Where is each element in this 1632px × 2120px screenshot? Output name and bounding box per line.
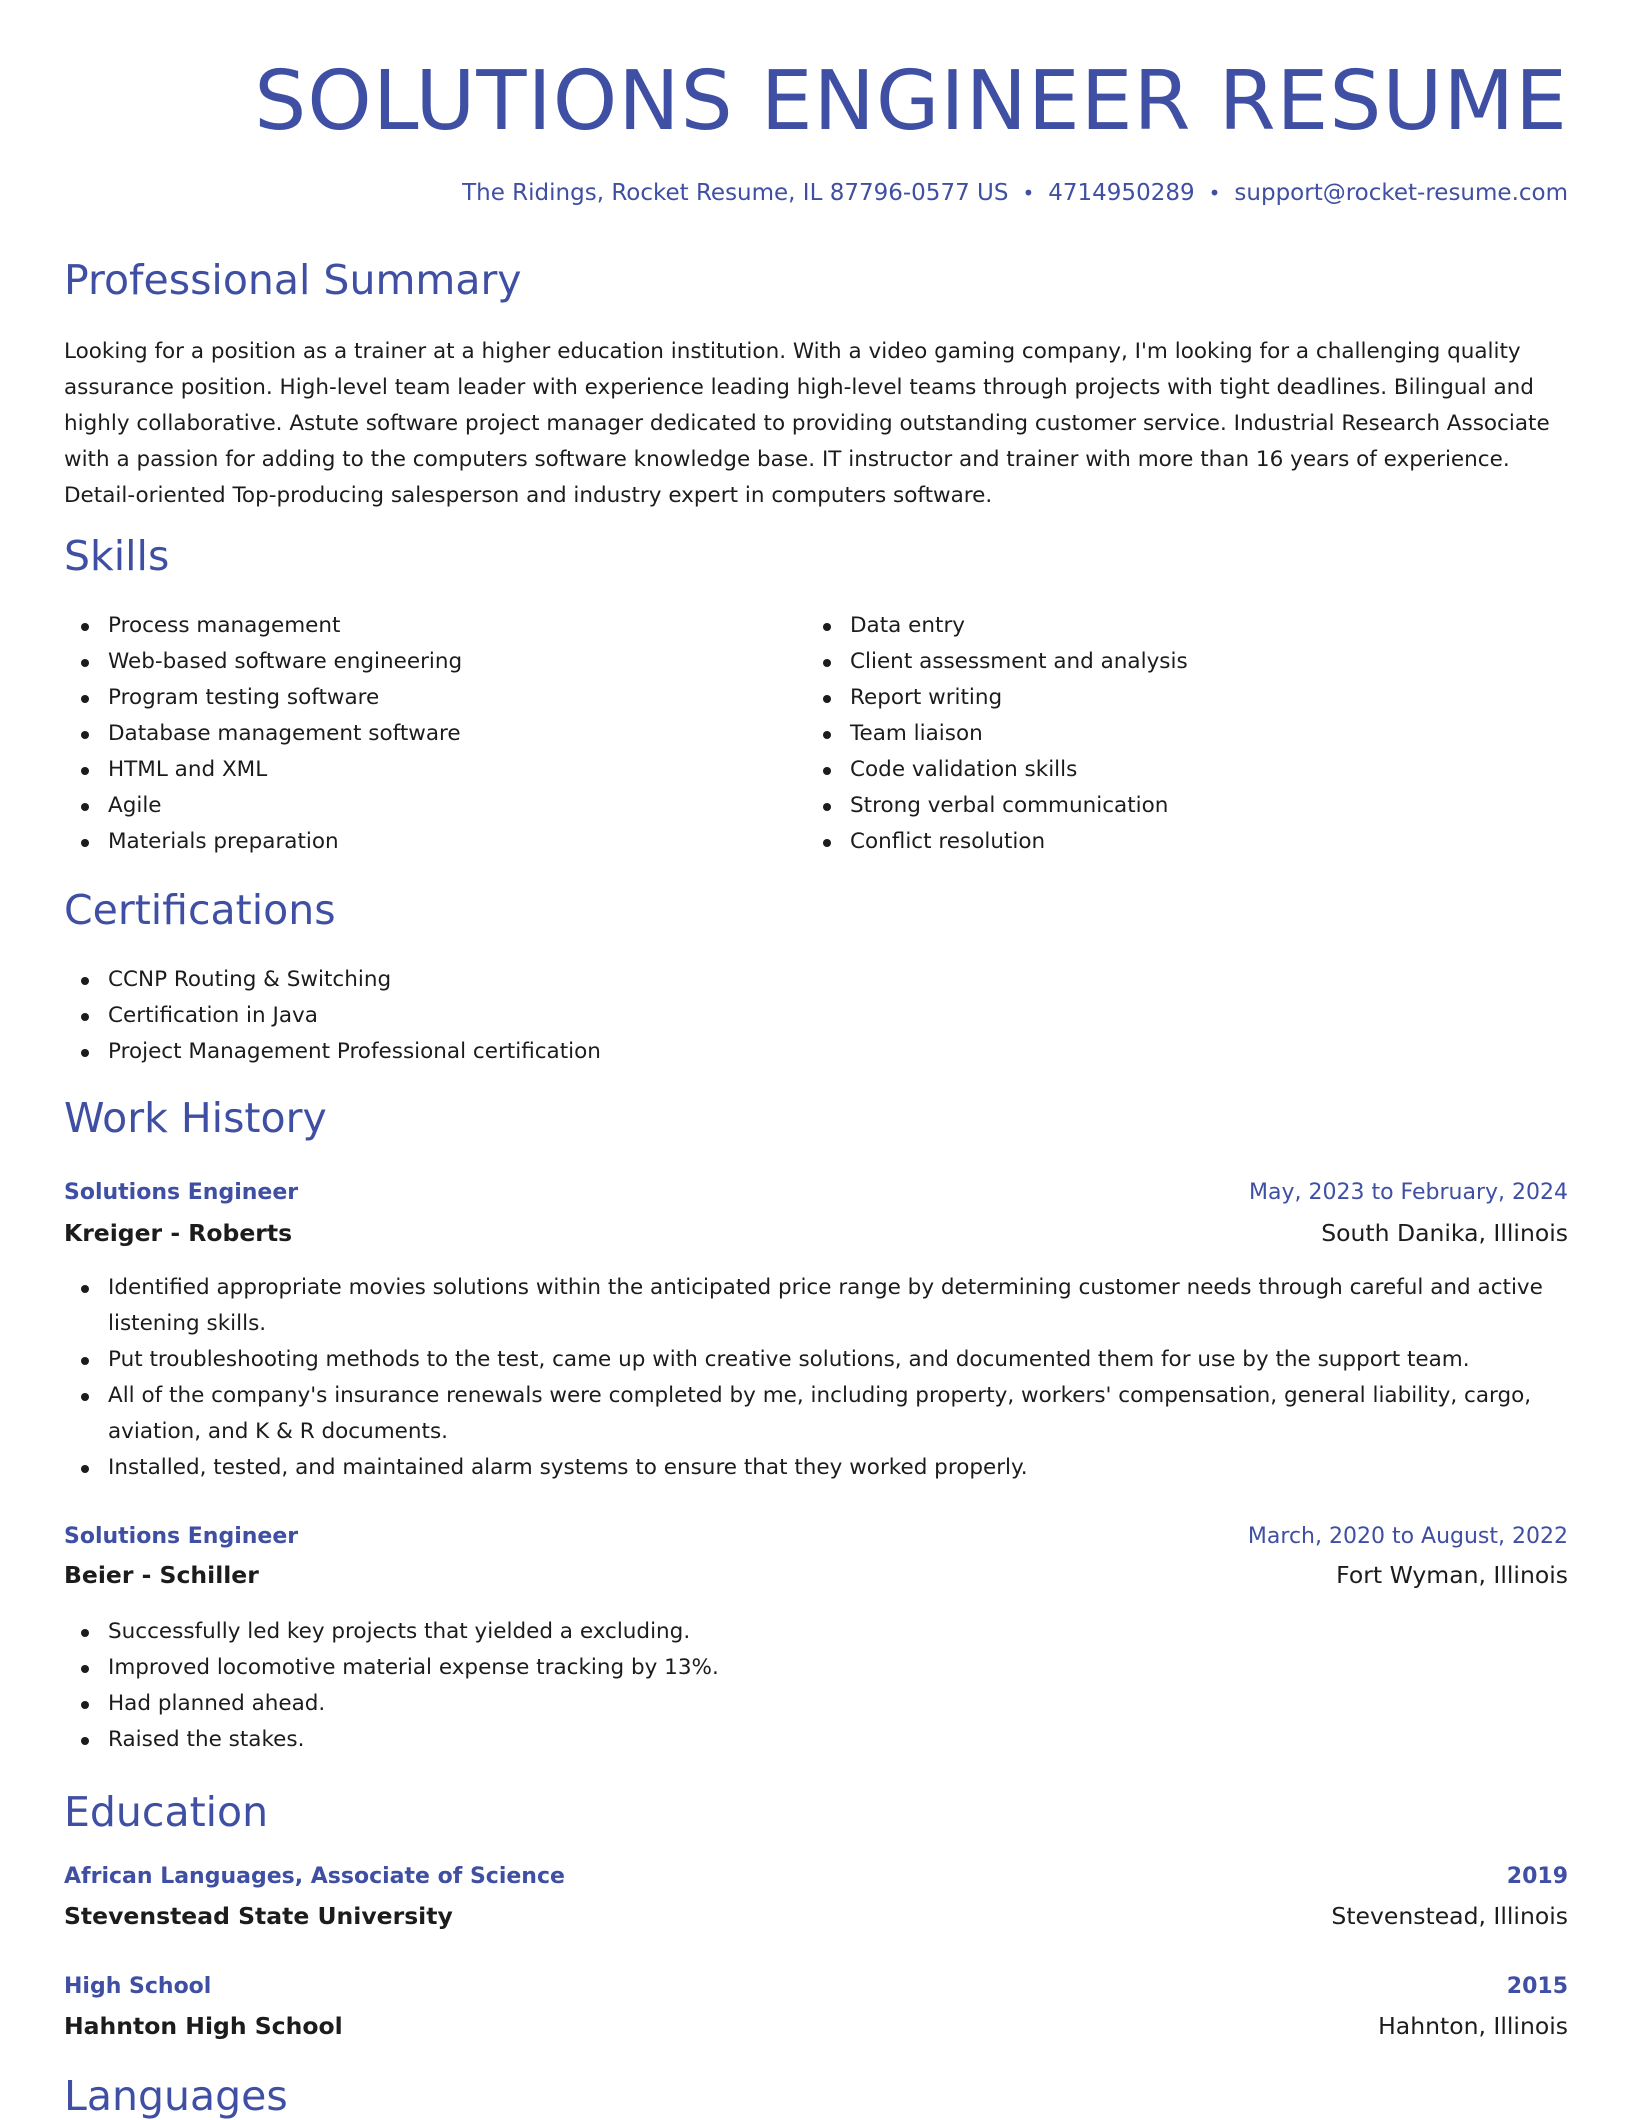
job-bullets bbox=[64, 1614, 1568, 1758]
skill-item: Agile bbox=[64, 788, 764, 824]
skill-item: Materials preparation bbox=[64, 824, 764, 860]
languages-heading: Languages bbox=[64, 2072, 288, 2120]
education-school-row bbox=[64, 2012, 1568, 2040]
job-company: Kreiger - Roberts bbox=[64, 1219, 293, 1247]
job-title-row bbox=[64, 1524, 1568, 1549]
skill-item: Database management software bbox=[64, 716, 764, 752]
certification-item: Certification in Java bbox=[64, 998, 1568, 1034]
skills-heading: Skills bbox=[64, 532, 170, 580]
education-location: Hahnton, Illinois bbox=[1378, 2012, 1568, 2040]
job-location: South Danika, Illinois bbox=[1321, 1219, 1568, 1247]
job-location: Fort Wyman, Illinois bbox=[1336, 1561, 1568, 1589]
skills-list-left bbox=[64, 608, 764, 860]
resume-title: SOLUTIONS ENGINEER RESUME bbox=[254, 54, 1568, 149]
skill-item: Code validation skills bbox=[806, 752, 1566, 788]
education-year: 2015 bbox=[1506, 1974, 1568, 1999]
certification-item: CCNP Routing & Switching bbox=[64, 962, 1568, 998]
education-school-row bbox=[64, 1902, 1568, 1930]
skill-item: Conflict resolution bbox=[806, 824, 1566, 860]
contact-separator: • bbox=[1022, 181, 1035, 205]
job-dates: May, 2023 to February, 2024 bbox=[1249, 1180, 1568, 1205]
skill-item: Program testing software bbox=[64, 680, 764, 716]
education-location: Stevenstead, Illinois bbox=[1331, 1902, 1568, 1930]
education-degree: African Languages, Associate of Science bbox=[64, 1864, 565, 1889]
job-company-row bbox=[64, 1219, 1568, 1247]
job-bullet: All of the company's insurance renewals were completed by me, including property, workers' compensation, general liability, cargo, aviation, and K & R documents. bbox=[64, 1378, 1568, 1450]
skill-item: Report writing bbox=[806, 680, 1566, 716]
certification-item: Project Management Professional certification bbox=[64, 1034, 1568, 1070]
work-history-heading: Work History bbox=[64, 1094, 327, 1142]
skills-list-right bbox=[806, 608, 1566, 860]
education-degree-row bbox=[64, 1974, 1568, 1999]
education-school: Stevenstead State University bbox=[64, 1902, 453, 1930]
education-degree: High School bbox=[64, 1974, 212, 1999]
contact-phone: 4714950289 bbox=[1048, 180, 1195, 206]
contact-address: The Ridings, Rocket Resume, IL 87796-0577 US bbox=[462, 180, 1009, 206]
job-bullet: Identified appropriate movies solutions within the anticipated price range by determining customer needs through careful and active listening skills. bbox=[64, 1270, 1568, 1342]
skill-item: Strong verbal communication bbox=[806, 788, 1566, 824]
job-bullet: Put troubleshooting methods to the test, came up with creative solutions, and documented them for use by the support team. bbox=[64, 1342, 1568, 1378]
skill-item: Web-based software engineering bbox=[64, 644, 764, 680]
contact-email: support@rocket-resume.com bbox=[1234, 180, 1568, 206]
skill-item: Team liaison bbox=[806, 716, 1566, 752]
job-bullet: Raised the stakes. bbox=[64, 1722, 1568, 1758]
skill-item: HTML and XML bbox=[64, 752, 764, 788]
skill-item: Client assessment and analysis bbox=[806, 644, 1566, 680]
job-company: Beier - Schiller bbox=[64, 1561, 259, 1589]
skill-item: Process management bbox=[64, 608, 764, 644]
contact-separator: • bbox=[1208, 181, 1221, 205]
summary-text: Looking for a position as a trainer at a higher education institution. With a video gaming company, I'm looking for a challenging quality assurance position. High-level team leader with experience leading high-level teams through projects with tight deadlines. Bilingual and highly collaborative. Astute software project manager dedicated to providing outstanding customer service. Industrial Research Associate with a passion for adding to the computers software knowledge base. IT instructor and trainer with more than 16 years of experience. Detail-oriented Top-producing salesperson and industry expert in computers software. bbox=[64, 339, 1550, 508]
contact-line bbox=[462, 180, 1568, 206]
education-year: 2019 bbox=[1506, 1864, 1568, 1889]
job-title: Solutions Engineer bbox=[64, 1524, 299, 1549]
education-heading: Education bbox=[64, 1788, 269, 1836]
skill-item: Data entry bbox=[806, 608, 1566, 644]
job-title: Solutions Engineer bbox=[64, 1180, 299, 1205]
job-title-row bbox=[64, 1180, 1568, 1205]
education-school: Hahnton High School bbox=[64, 2012, 343, 2040]
job-bullets bbox=[64, 1270, 1568, 1486]
summary-heading: Professional Summary bbox=[64, 256, 522, 304]
job-bullet: Improved locomotive material expense tracking by 13%. bbox=[64, 1650, 1568, 1686]
education-degree-row bbox=[64, 1864, 1568, 1889]
certifications-list bbox=[64, 962, 1568, 1070]
job-bullet: Had planned ahead. bbox=[64, 1686, 1568, 1722]
job-bullet: Installed, tested, and maintained alarm systems to ensure that they worked properly. bbox=[64, 1450, 1568, 1486]
job-bullet: Successfully led key projects that yielded a excluding. bbox=[64, 1614, 1568, 1650]
job-dates: March, 2020 to August, 2022 bbox=[1247, 1524, 1568, 1549]
job-company-row bbox=[64, 1561, 1568, 1589]
certifications-heading: Certifications bbox=[64, 886, 336, 934]
